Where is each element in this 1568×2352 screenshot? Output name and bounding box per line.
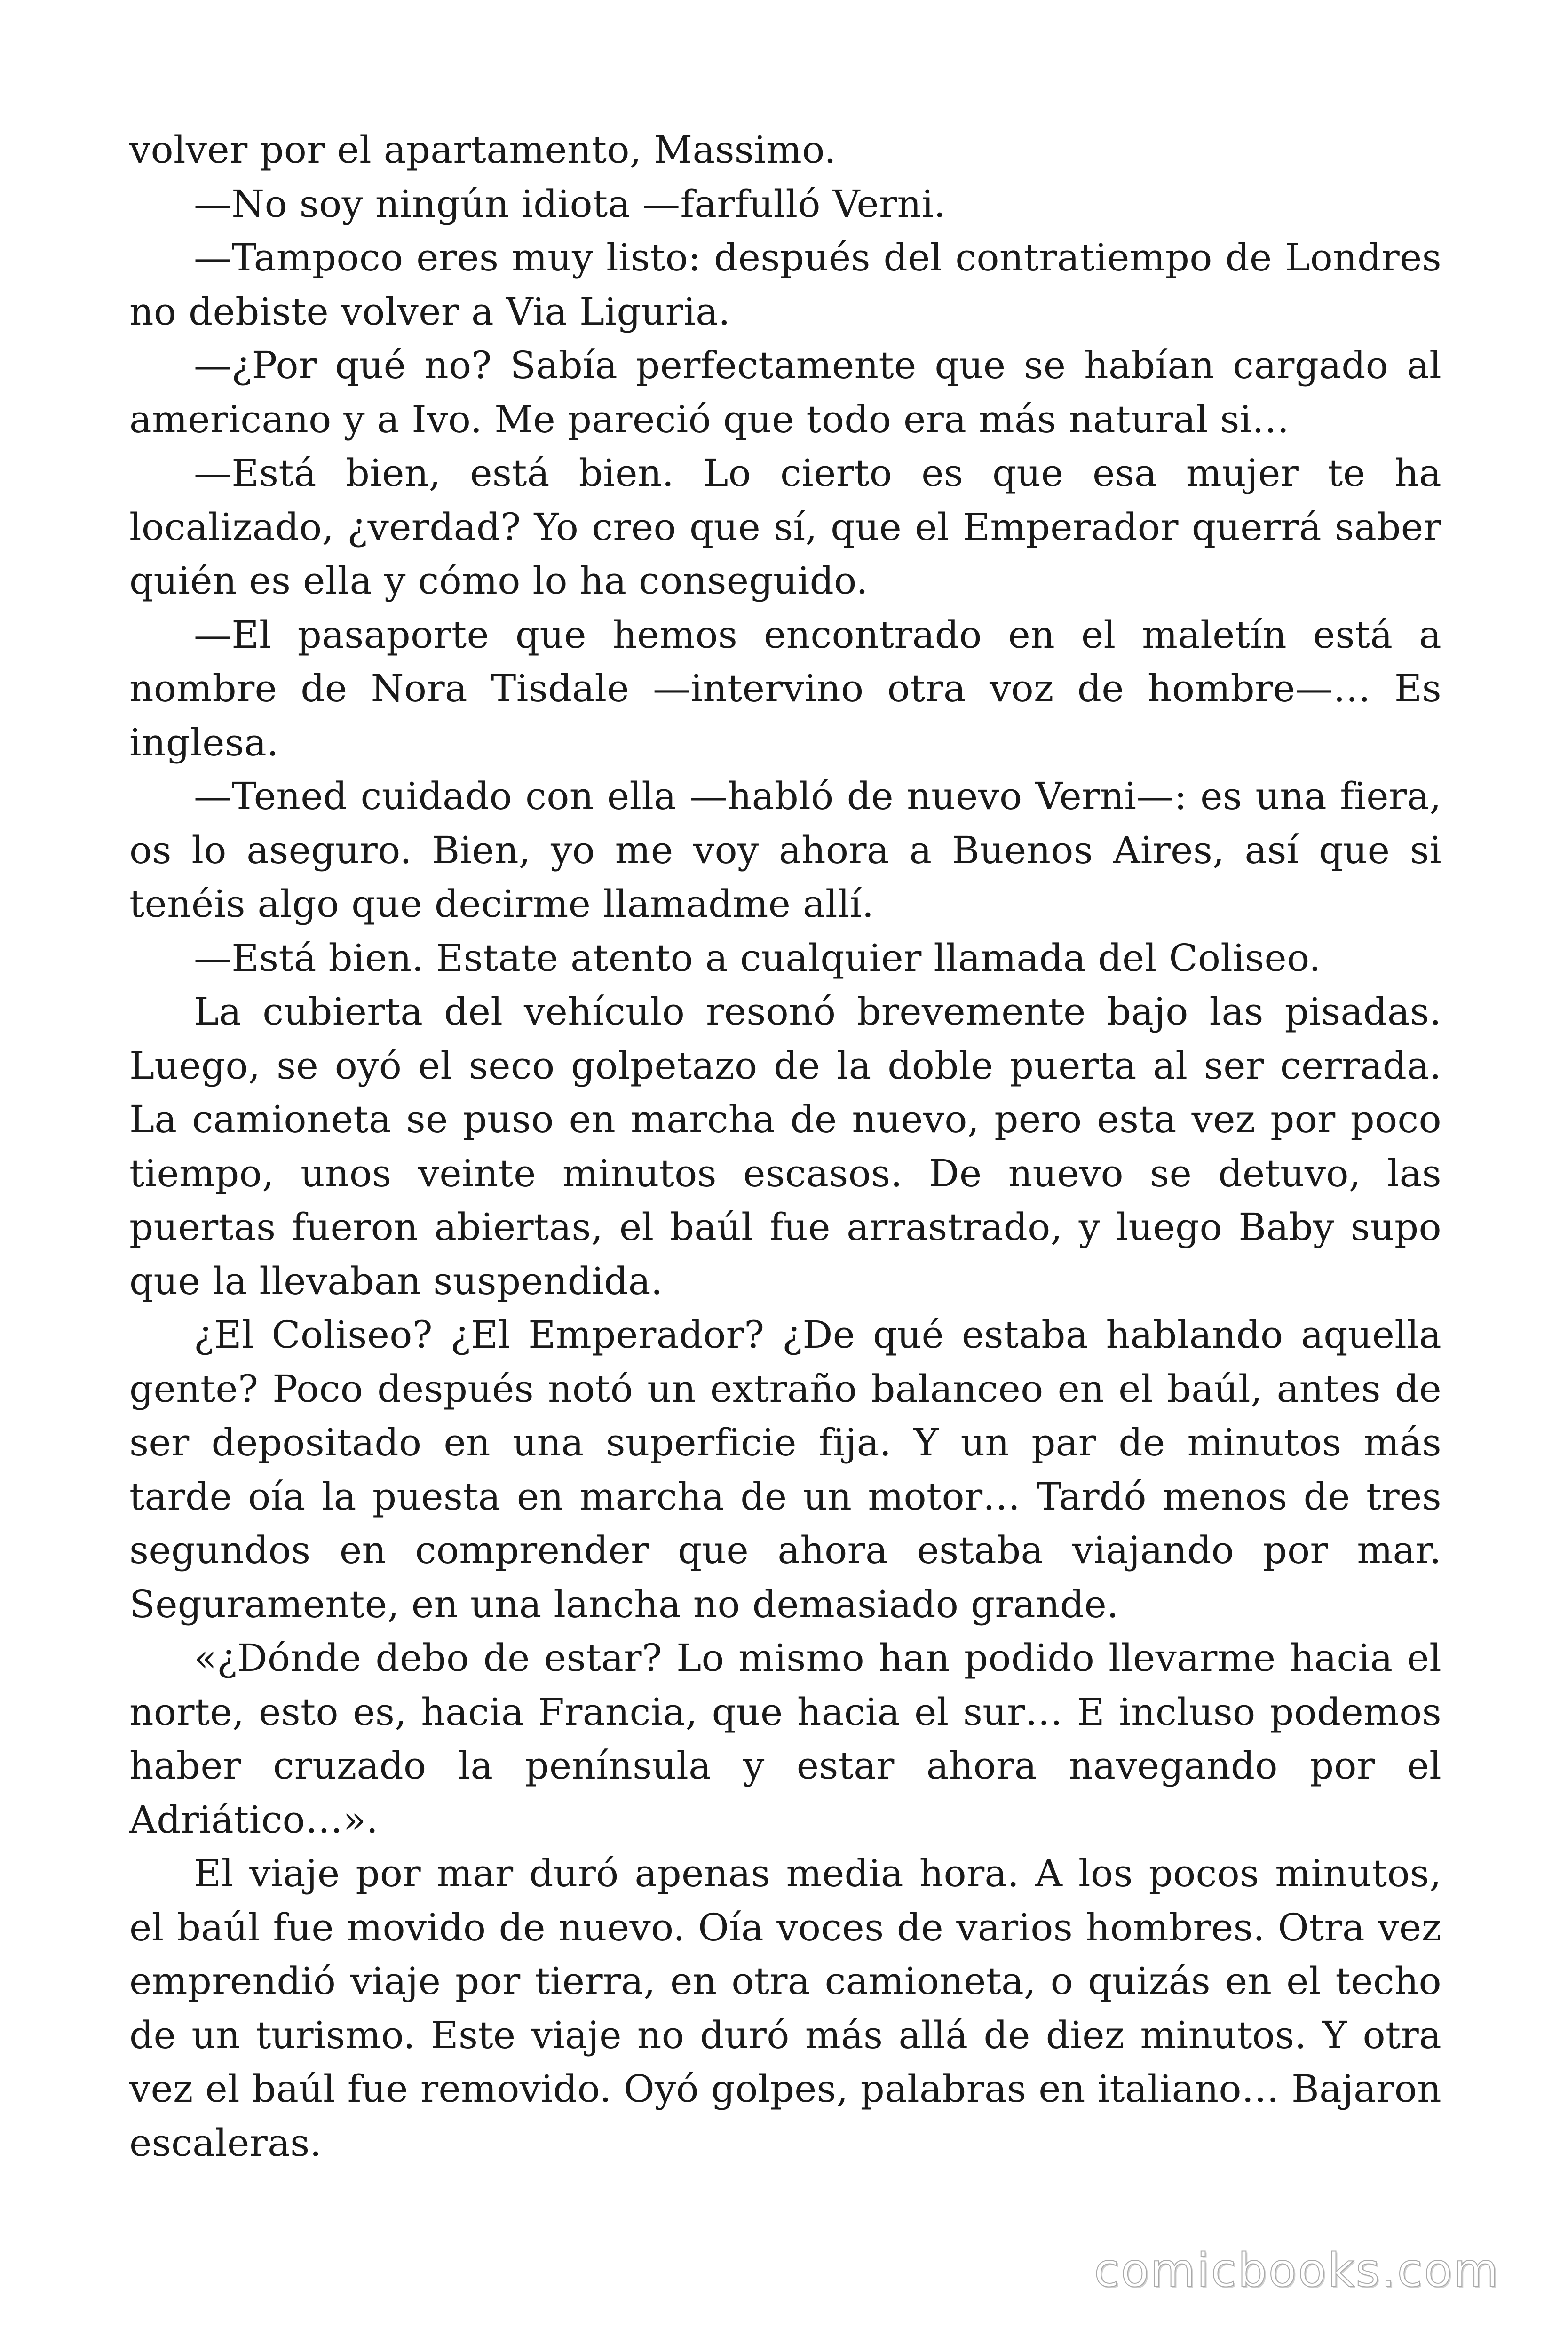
paragraph: ¿El Coliseo? ¿El Emperador? ¿De qué estaba hablando aquella gente? Poco después notó un extraño balanceo en el baúl, antes de ser depositado en una superficie fija. Y un par de minutos más tarde oía la puesta en marcha de un motor… Tardó menos de tres segundos en comprender que ahora estaba viajando por mar. Seguramente, en una lancha no demasiado grande.	[129, 1313, 1441, 1626]
paragraph: «¿Dónde debo de estar? Lo mismo han podido llevarme hacia el norte, esto es, hacia Francia, que hacia el sur… E incluso podemos haber cruzado la península y estar ahora navegando por el Adriático…».	[129, 1636, 1441, 1842]
paragraph: El viaje por mar duró apenas media hora. A los pocos minutos, el baúl fue movido de nuevo. Oía voces de varios hombres. Otra vez emprendió viaje por tierra, en otra camioneta, o quizás en el techo de un turismo. Este viaje no duró más allá de diez minutos. Y otra vez el baúl fue removido. Oyó golpes, palabras en italiano… Bajaron escaleras.	[129, 1851, 1441, 2165]
paragraph: —Está bien. Estate atento a cualquier llamada del Coliseo.	[194, 936, 1321, 980]
paragraph: —¿Por qué no? Sabía perfectamente que se habían cargado al americano y a Ivo. Me pareció que todo era más natural si…	[129, 343, 1441, 441]
paragraph: —No soy ningún idiota —farfulló Verni.	[194, 182, 946, 226]
paragraph: La cubierta del vehículo resonó brevemente bajo las pisadas. Luego, se oyó el seco golpetazo de la doble puerta al ser cerrada. La camioneta se puso en marcha de nuevo, pero esta vez por poco tiempo, unos veinte minutos escasos. De nuevo se detuvo, las puertas fueron abiertas, el baúl fue arrastrado, y luego Baby supo que la llevaban suspendida.	[129, 990, 1441, 1303]
paragraph: —Está bien, está bien. Lo cierto es que esa mujer te ha localizado, ¿verdad? Yo creo que sí, que el Emperador querrá saber quién es ella y cómo lo ha conseguido.	[129, 451, 1441, 603]
page-body	[129, 123, 1441, 2170]
paragraph: —El pasaporte que hemos encontrado en el maletín está a nombre de Nora Tisdale —intervino otra voz de hombre—… Es inglesa.	[129, 612, 1441, 764]
paragraph: —Tened cuidado con ella —habló de nuevo Verni—: es una fiera, os lo aseguro. Bien, yo me voy ahora a Buenos Aires, así que si tenéis algo que decirme llamadme allí.	[129, 774, 1441, 926]
watermark: comicbooks.com	[1094, 2244, 1500, 2297]
paragraph: volver por el apartamento, Massimo.	[129, 128, 836, 172]
paragraph: —Tampoco eres muy listo: después del contratiempo de Londres no debiste volver a Via Liguria.	[129, 236, 1441, 334]
